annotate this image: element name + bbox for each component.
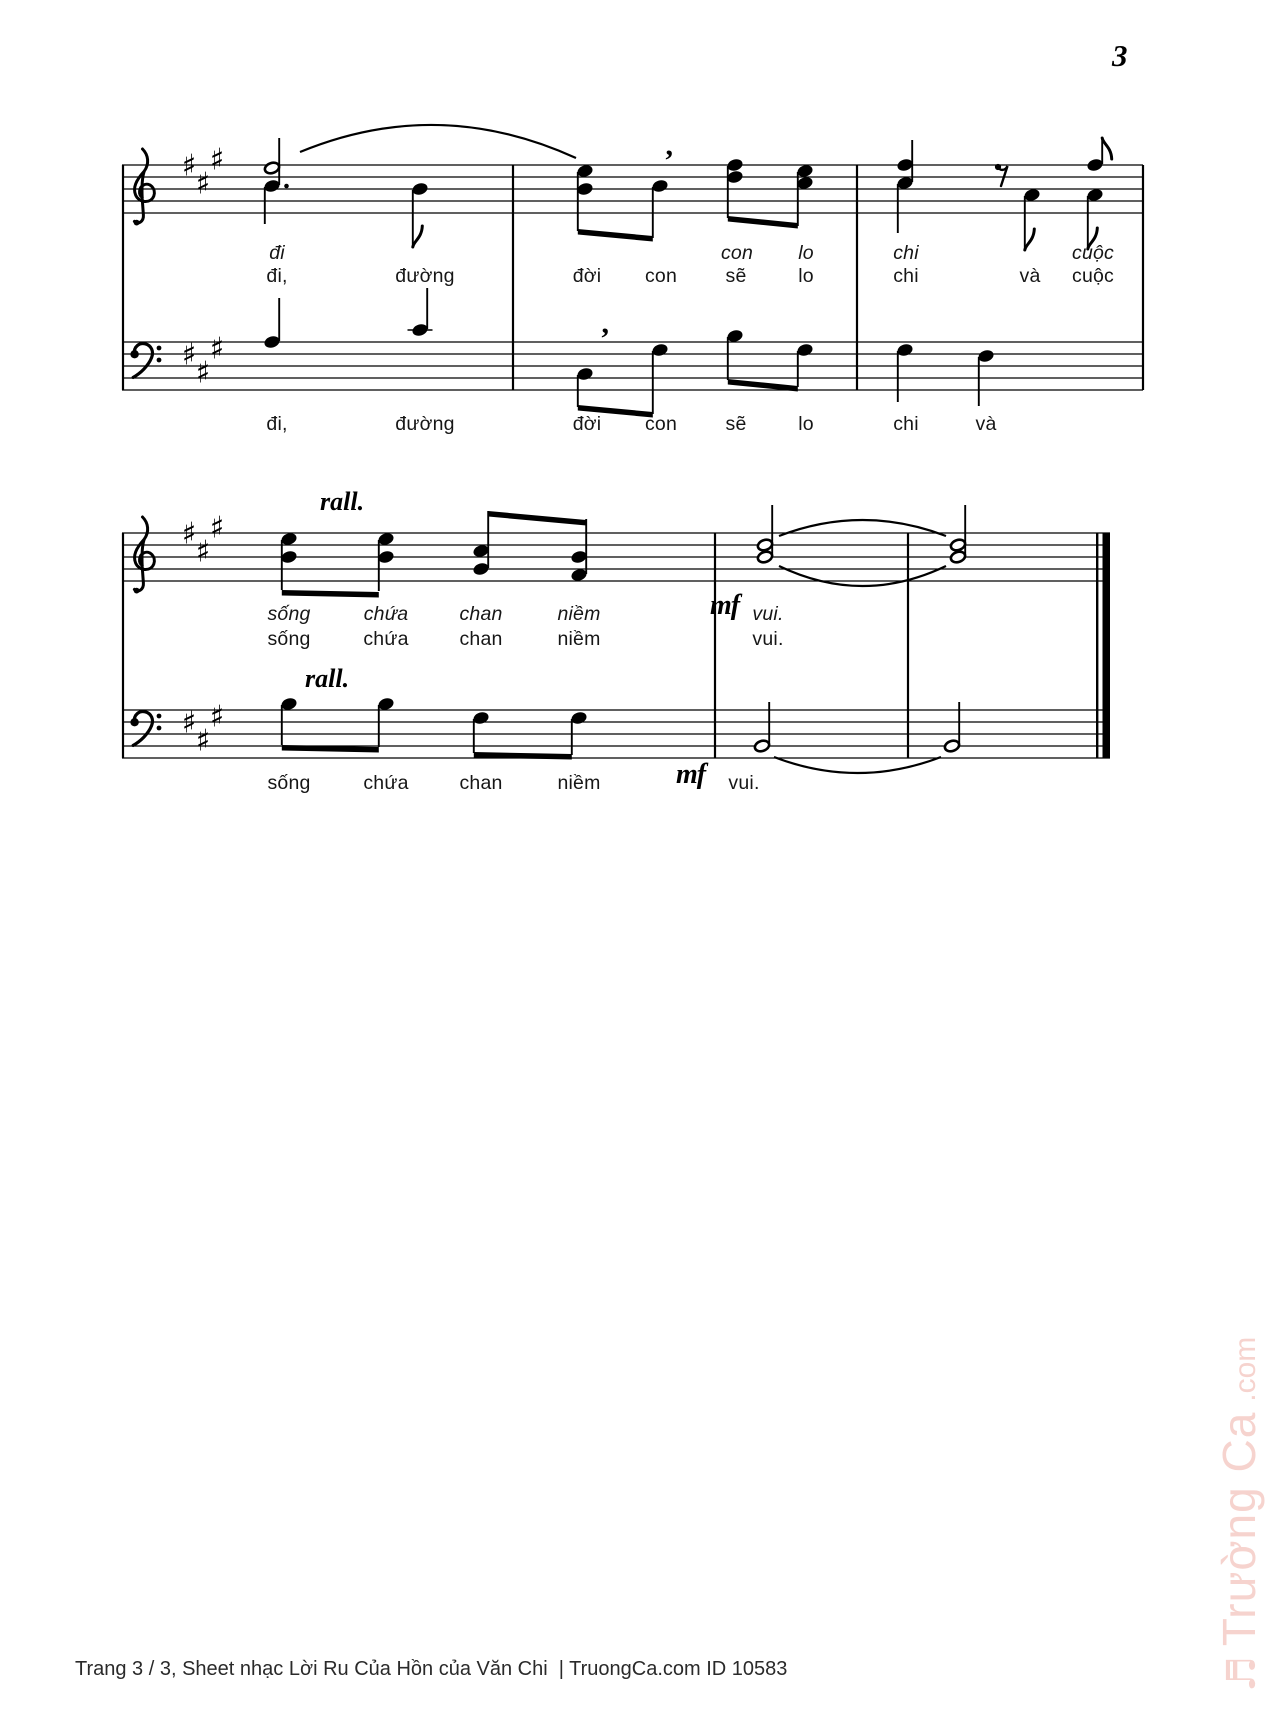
- sharp-icon: ♯: [209, 142, 225, 178]
- sharp-icon: ♯: [195, 723, 211, 759]
- dynamic-marking: mf: [710, 590, 740, 621]
- lyric-word: sẽ: [725, 413, 747, 435]
- sharp-icon: ♯: [209, 331, 225, 367]
- treble-clef-icon: [134, 149, 155, 226]
- tempo-marking: rall.: [305, 664, 350, 693]
- lyric-word: chi: [893, 413, 919, 435]
- sharp-icon: ♯: [181, 148, 197, 184]
- lyric-word: sống: [267, 603, 311, 625]
- sharp-icon: ♯: [209, 510, 225, 546]
- lyric-word: chứa: [363, 603, 409, 625]
- lyric-word: và: [975, 413, 997, 435]
- lyric-word: chan: [459, 603, 503, 625]
- sharp-icon: ♯: [209, 699, 225, 735]
- lyric-word: sống: [267, 772, 311, 794]
- lyric-word: con: [644, 413, 678, 435]
- lyric-word: chan: [459, 772, 503, 794]
- lyric-word: lo: [798, 265, 814, 287]
- lyric-word: lo: [798, 242, 814, 264]
- lyric-word: chứa: [363, 772, 409, 794]
- lyric-word: đi,: [266, 413, 288, 435]
- page-number: 3: [1112, 38, 1128, 73]
- lyric-word: đường: [395, 265, 455, 287]
- bass-clef-icon: [130, 712, 161, 746]
- bass-clef-icon: [130, 344, 161, 378]
- lyric-word: sẽ: [725, 265, 747, 287]
- lyric-word: đường: [395, 413, 455, 435]
- watermark-brand-text: Trường Ca: [1213, 1411, 1265, 1647]
- sharp-icon: ♯: [181, 705, 197, 741]
- sharp-icon: ♯: [195, 166, 211, 202]
- lyric-word: vui.: [752, 628, 784, 650]
- sharp-icon: ♯: [181, 516, 197, 552]
- lyric-word: cuộc: [1072, 265, 1114, 287]
- lyric-word: đi,: [266, 265, 288, 287]
- lyric-word: đời: [572, 413, 602, 435]
- lyric-word: niềm: [557, 628, 601, 650]
- beamed-notes-icon: ♬: [1219, 1656, 1265, 1692]
- lyric-word: chi: [893, 265, 919, 287]
- tempo-marking: rall.: [320, 487, 365, 516]
- lyric-word: vui.: [728, 772, 760, 794]
- lyric-word: vui.: [752, 603, 784, 625]
- lyric-word: con: [644, 265, 678, 287]
- lyric-word: và: [1019, 265, 1041, 287]
- watermark: [1212, 1337, 1266, 1692]
- breath-mark: ’: [664, 144, 674, 177]
- lyric-word: chan: [459, 628, 503, 650]
- lyric-word: chứa: [363, 628, 409, 650]
- lyric-word: niềm: [557, 772, 601, 794]
- lyric-word: con: [720, 242, 754, 264]
- footer-caption: Trang 3 / 3, Sheet nhạc Lời Ru Của Hồn của Văn Chi | TruongCa.com ID 10583: [75, 1658, 788, 1680]
- lyric-word: lo: [798, 413, 814, 435]
- sharp-icon: ♯: [195, 355, 211, 391]
- lyric-word: sống: [267, 628, 311, 650]
- treble-clef-icon: [134, 517, 155, 594]
- lyric-word: chi: [893, 242, 919, 264]
- breath-mark: ’: [600, 322, 610, 355]
- dynamic-marking: mf: [676, 759, 706, 790]
- lyric-word: đời: [572, 265, 602, 287]
- lyric-word: niềm: [557, 603, 601, 625]
- lyric-word: cuộc: [1072, 242, 1114, 264]
- sharp-icon: ♯: [195, 534, 211, 570]
- watermark-domain-suffix: .com: [1229, 1336, 1262, 1402]
- lyric-word: đi: [269, 242, 285, 264]
- sharp-icon: ♯: [181, 337, 197, 373]
